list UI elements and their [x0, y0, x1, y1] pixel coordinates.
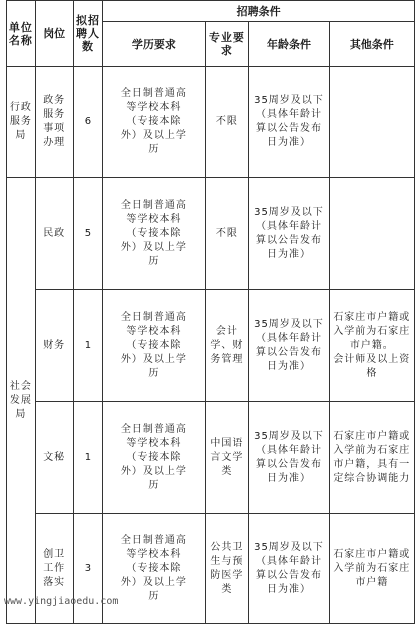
education-cell: 全日制普通高 等学校本科 （专接本除 外）及以上学 历: [103, 290, 205, 402]
count-cell: 6: [73, 67, 103, 178]
position-cell: 政务 服务 事项 办理: [35, 67, 73, 178]
count-cell: 1: [73, 290, 103, 402]
age-cell: 35周岁及以下 （具体年龄计 算以公告发布 日为准）: [249, 178, 329, 290]
header-conditions: 招聘条件: [103, 1, 415, 22]
age-cell: 35周岁及以下 （具体年龄计 算以公告发布 日为准）: [249, 514, 329, 624]
table-row: [7, 402, 415, 514]
education-cell: 全日制普通高 等学校本科 （专接本除 外）及以上学 历: [103, 178, 205, 290]
major-cell: 公共卫 生与预 防医学 类: [205, 514, 249, 624]
header-unit-name: 单位 名称: [7, 1, 36, 67]
count-cell: 5: [73, 178, 103, 290]
header-position: 岗位: [35, 1, 73, 67]
unit-name: 行政 服务 局: [7, 67, 36, 178]
other-cell: 石家庄市户籍或 入学前为石家庄 市户籍。 会计师及以上资 格: [329, 290, 414, 402]
position-cell: 民政: [35, 178, 73, 290]
header-education: 学历要求: [103, 22, 205, 67]
count-cell: 3: [73, 514, 103, 624]
major-cell: 不限: [205, 67, 249, 178]
table-row: [7, 178, 415, 290]
position-cell: 财务: [35, 290, 73, 402]
table-row: [7, 514, 415, 624]
education-cell: 全日制普通高 等学校本科 （专接本除 外）及以上学 历: [103, 514, 205, 624]
recruitment-table: [6, 0, 415, 624]
header-age: 年龄条件: [249, 22, 329, 67]
other-cell: 石家庄市户籍或 入学前为石家庄 市户籍: [329, 514, 414, 624]
major-cell: 会计 学、财 务管理: [205, 290, 249, 402]
position-cell: 文秘: [35, 402, 73, 514]
header-hire-count: 拟招 聘人 数: [73, 1, 103, 67]
major-cell: 不限: [205, 178, 249, 290]
age-cell: 35周岁及以下 （具体年龄计 算以公告发布 日为准）: [249, 402, 329, 514]
age-cell: 35周岁及以下 （具体年龄计 算以公告发布 日为准）: [249, 67, 329, 178]
count-cell: 1: [73, 402, 103, 514]
position-cell: 创卫 工作 落实: [35, 514, 73, 624]
education-cell: 全日制普通高 等学校本科 （专接本除 外）及以上学 历: [103, 67, 205, 178]
header-other: 其他条件: [329, 22, 414, 67]
other-cell: [329, 178, 414, 290]
other-cell: [329, 67, 414, 178]
table-row: [7, 290, 415, 402]
education-cell: 全日制普通高 等学校本科 （专接本除 外）及以上学 历: [103, 402, 205, 514]
age-cell: 35周岁及以下 （具体年龄计 算以公告发布 日为准）: [249, 290, 329, 402]
other-cell: 石家庄市户籍或 入学前为石家庄 市户籍，具有一 定综合协调能力: [329, 402, 414, 514]
major-cell: 中国语 言文学 类: [205, 402, 249, 514]
header-major: 专业要 求: [205, 22, 249, 67]
table-row: [7, 67, 415, 178]
unit-name: 社会 发展 局: [7, 178, 36, 624]
watermark: www.yingjiaoedu.com: [4, 596, 119, 607]
